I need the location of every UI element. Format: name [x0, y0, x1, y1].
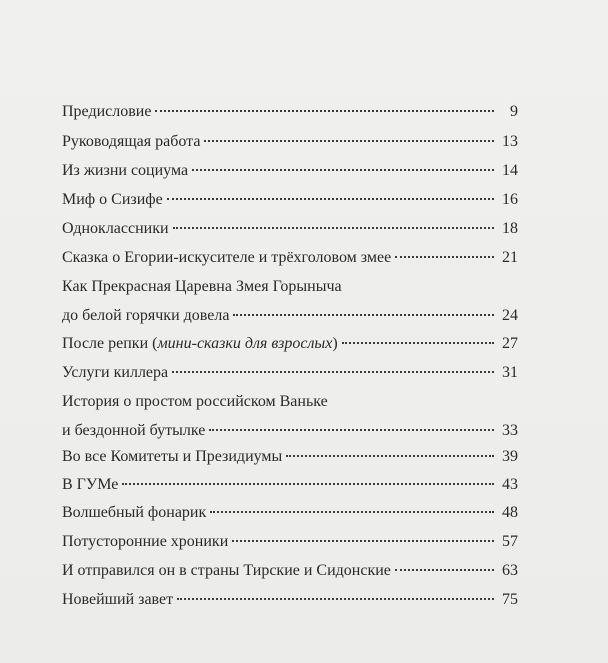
dot-leader — [286, 455, 494, 457]
toc-entry — [62, 529, 518, 555]
toc-entry-page: 39 — [502, 448, 518, 465]
toc-entry-page: 43 — [502, 476, 518, 493]
dot-leader — [177, 598, 494, 600]
toc-entry-title: и бездонной бутылке — [62, 422, 206, 439]
toc-entry-page: 18 — [502, 220, 518, 237]
toc-entry-title: Потусторонние хроники — [62, 533, 229, 550]
toc-entry — [62, 216, 518, 242]
toc-entry — [62, 99, 518, 125]
toc-entry-title-end: ) — [332, 335, 338, 352]
toc-entry-title-first-line: Как Прекрасная Царевна Змея Горыныча — [62, 278, 342, 295]
toc-entry — [62, 331, 518, 357]
toc-entry-title: И отправился он в страны Тирские и Сидонские — [62, 562, 391, 579]
toc-entry-title-italic: мини-сказки для взрослых — [157, 335, 333, 352]
toc-entry-page: 24 — [502, 307, 518, 324]
toc-entry-page: 63 — [502, 562, 518, 579]
dot-leader — [395, 569, 494, 571]
dot-leader — [173, 227, 494, 229]
toc-entry — [62, 444, 518, 470]
toc-entry-page: 33 — [502, 422, 518, 439]
toc-entry-page: 31 — [502, 364, 518, 381]
toc-entry-title: Руководящая работа — [62, 133, 201, 150]
dot-leader — [122, 483, 494, 485]
toc-entry-page: 48 — [502, 504, 518, 521]
dot-leader — [167, 198, 494, 200]
dot-leader — [342, 342, 494, 344]
toc-entry — [62, 472, 518, 498]
toc-entry — [62, 245, 518, 271]
toc-entry-title: Миф о Сизифе — [62, 191, 163, 208]
dot-leader — [210, 511, 494, 513]
dot-leader — [204, 140, 494, 142]
toc-entry-page: 21 — [502, 249, 518, 266]
toc-entry-page: 16 — [502, 191, 518, 208]
toc-entry-title-line — [62, 274, 518, 300]
toc-entry — [62, 500, 518, 526]
toc-entry-title: Услуги киллера — [62, 364, 169, 381]
toc-entry-title-first-line: История о простом российском Ваньке — [62, 393, 328, 410]
toc-entry-title-text: После репки ( — [62, 335, 158, 352]
dot-leader — [395, 256, 494, 258]
toc-entry-page: 9 — [510, 103, 518, 120]
toc-entry — [62, 587, 518, 613]
dot-leader — [172, 371, 494, 373]
toc-entry — [62, 129, 518, 155]
toc-entry — [62, 303, 518, 329]
toc-entry-title: до белой горячки довела — [62, 307, 230, 324]
toc-entry-page: 75 — [502, 591, 518, 608]
toc-entry — [62, 187, 518, 213]
toc-entry-page: 27 — [502, 335, 518, 352]
toc-entry-title: Во все Комитеты и Президиумы — [62, 448, 283, 465]
toc-entry-title: Сказка о Егории-искусителе и трёхголовом змее — [62, 249, 392, 266]
toc-entry-title: Волшебный фонарик — [62, 504, 207, 521]
toc-entry — [62, 360, 518, 386]
toc-entry — [62, 558, 518, 584]
dot-leader — [233, 314, 494, 316]
toc-entry-title: Одноклассники — [62, 220, 169, 237]
toc-entry-title — [62, 331, 342, 357]
toc-entry — [62, 158, 518, 184]
toc-entry-page: 14 — [502, 162, 518, 179]
toc-entry — [62, 418, 518, 444]
dot-leader — [209, 429, 494, 431]
toc-entry-title: Предисловие — [62, 103, 152, 120]
toc-entry-title: Из жизни социума — [62, 162, 189, 179]
toc-entry-title: В ГУМе — [62, 476, 119, 493]
dot-leader — [155, 110, 494, 112]
dot-leader — [192, 169, 494, 171]
toc-entry-title: Новейший завет — [62, 591, 174, 608]
toc-entry-page: 57 — [502, 533, 518, 550]
dot-leader — [232, 540, 494, 542]
toc-entry-page: 13 — [502, 133, 518, 150]
toc-entry-title-line — [62, 389, 518, 415]
